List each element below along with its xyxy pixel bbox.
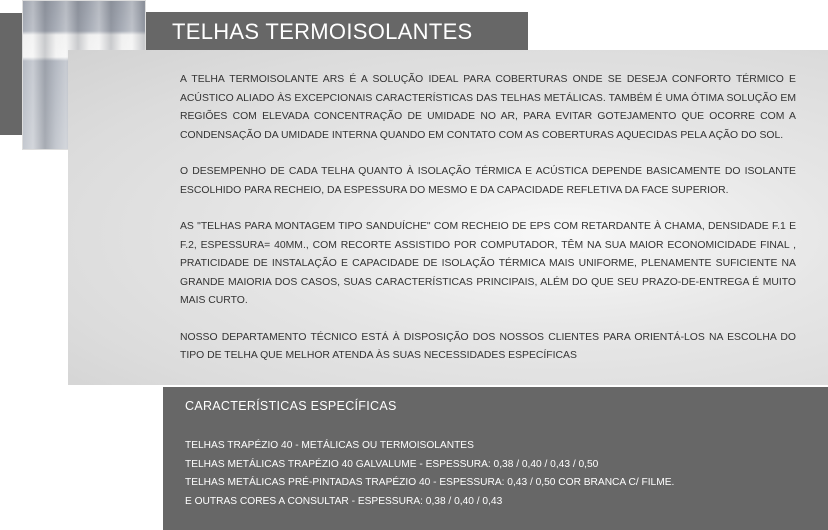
paragraph: O DESEMPENHO DE CADA TELHA QUANTO À ISOLAÇÃO TÉRMICA E ACÚSTICA DEPENDE BASICAMENTE DO ISOLANTE ESCOLHIDO PARA RECHEIO, DA ESPESSURA DO MESMO E DA CAPACIDADE REFLETIVA DA FACE SUPERIOR.: [180, 166, 796, 196]
description-text: [180, 71, 796, 384]
specs-list: [185, 437, 674, 511]
title-bar: [146, 12, 528, 50]
specs-item: E OUTRAS CORES A CONSULTAR - ESPESSURA: 0,38 / 0,40 / 0,43: [185, 495, 503, 507]
paragraph: A TELHA TERMOISOLANTE ARS É A SOLUÇÃO IDEAL PARA COBERTURAS ONDE SE DESEJA CONFORTO TÉRMICO E ACÚSTICO ALIADO ÀS EXCEPCIONAIS CARACTERÍSTICAS DAS TELHAS METÁLICAS. TAMBÉM É UMA ÓTIMA SOLUÇÃO EM REGIÕES COM ELEVADA CONCENTRAÇÃO DE UMIDADE NO AR, PARA EVITAR GOTEJAMENTO QUE OCORRE COM A CONDENSAÇÃO DA UMIDADE INTERNA QUANDO EM CONTATO COM AS COBERTURAS AQUECIDAS PELA AÇÃO DO SOL.: [180, 74, 796, 141]
specs-title: CARACTERÍSTICAS ESPECÍFICAS: [185, 399, 397, 413]
specs-item: TELHAS TRAPÉZIO 40 - METÁLICAS OU TERMOISOLANTES: [185, 440, 474, 451]
specs-item: TELHAS METÁLICAS PRÉ-PINTADAS TRAPÉZIO 40 - ESPESSURA: 0,43 / 0,50 COR BRANCA C/ FILME.: [185, 477, 675, 488]
specs-item: TELHAS METÁLICAS TRAPÉZIO 40 GALVALUME - ESPESSURA: 0,38 / 0,40 / 0,43 / 0,50: [185, 458, 599, 470]
paragraph: NOSSO DEPARTAMENTO TÉCNICO ESTÁ À DISPOSIÇÃO DOS NOSSOS CLIENTES PARA ORIENTÁ-LOS NA ESCOLHA DO TIPO DE TELHA QUE MELHOR ATENDA ÀS SUAS NECESSIDADES ESPECÍFICAS: [180, 331, 796, 361]
left-accent-bar: [0, 13, 24, 135]
paragraph: AS "TELHAS PARA MONTAGEM TIPO SANDUÍCHE" COM RECHEIO DE EPS COM RETARDANTE À CHAMA, DENSIDADE F.1 E F.2, ESPESSURA= 40MM., COM RECORTE ASSISTIDO POR COMPUTADOR, TÊM NA SUA MAIOR ECONOMICIDADE FINAL , PRATICIDADE DE INSTALAÇÃO E CAPACIDADE DE ISOLAÇÃO TÉRMICA MAIS UNIFORME, PLENAMENTE SUFICIENTE NA GRANDE MAIORIA DOS CASOS, SUAS CARACTERÍSTICAS PRINCIPAIS, ALÉM DO QUE SEU PRAZO-DE-ENTREGA É MUITO MAIS CURTO.: [180, 221, 796, 306]
page-title: TELHAS TERMOISOLANTES: [172, 19, 473, 44]
specs-box: [163, 387, 828, 530]
